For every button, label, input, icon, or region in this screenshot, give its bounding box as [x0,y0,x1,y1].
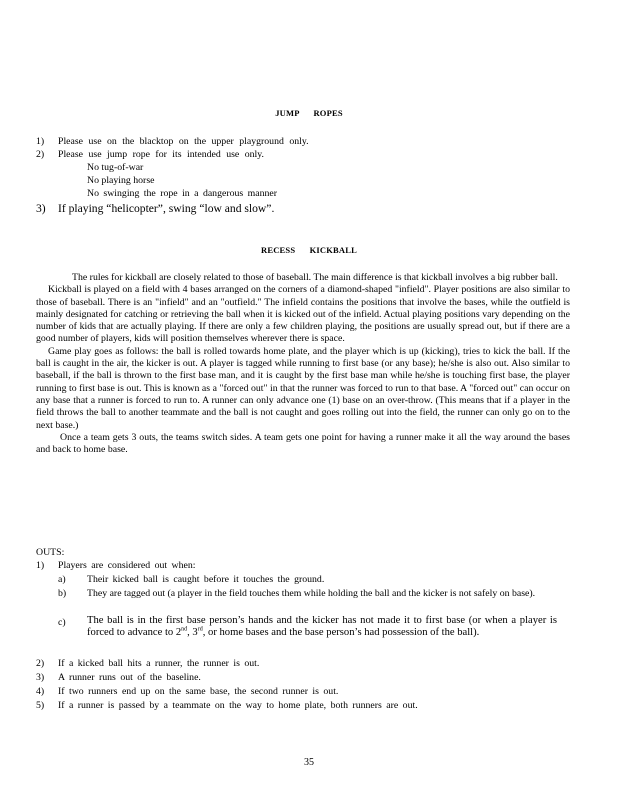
outs-c-text-c: , or home bases and the base person’s had possession of the ball). [202,627,480,639]
rule-subitem: No playing horse [87,175,155,186]
outs-c-text-b: , 3 [187,627,198,639]
rule-text: If playing “helicopter”, swing “low and slow”. [58,202,275,215]
outs-item-text: A runner runs out of the baseline. [58,672,201,683]
outs-item-text: If a kicked ball hits a runner, the runner is out. [58,658,260,669]
outs-heading: OUTS: [36,547,65,558]
outs-subitem-text: They are tagged out (a player in the field touches them while holding the ball and the kicker is not safely on base). [87,588,536,599]
jump-ropes-heading: JUMP ROPES [275,108,343,118]
rule-number: 2) [36,149,45,160]
outs-item-number: 5) [36,700,45,711]
outs-item-number: 1) [36,560,45,571]
kickball-heading: RECESS KICKBALL [260,245,357,255]
ordinal-suffix: nd [181,626,188,633]
outs-c-text-a: The ball is in the first base person’s hands and the kicker has not made it to first base (or when a player is forced to advance to 2 [87,615,557,639]
outs-subitem-letter: b) [58,588,67,599]
kickball-paragraph: Game play goes as follows: the ball is rolled towards home plate, and the player which is up (kicking), tries to kick the ball. If the ball is caught in the air, the kicker is out. A player is tagged while running to first base (or any base); he/she is also out. Also similar to baseball, if the ball is thrown to the first base man, and it is caught by the first base man while he/she is touching first base, the player running to first base is out. This is known as a "forced out" in that the runner was forced to run to that base. A "forced out" can occur on any base that a runner is forced to run to. A runner can only advance one (1) base on an over-throw. (This means that if a player in the field throws the ball to another teammate and the ball is not caught and goes rolling out into the field, the runner can only go on to the next base.) [36,345,570,431]
kickball-paragraph: The rules for kickball are closely related to those of baseball. The main difference is that kickball involves a big rubber ball. [72,272,558,283]
outs-subitem-letter: a) [58,574,66,585]
rule-text: Please use on the blacktop on the upper playground only. [58,136,309,147]
rule-text: Please use jump rope for its intended use only. [58,149,264,160]
kickball-paragraph: Kickball is played on a field with 4 bases arranged on the corners of a diamond-shaped "infield". Player positions are also similar to those of baseball. There is an "infield" and an "outfield." The infield contains the positions that involve the bases, while the outfield is mainly designated for catching or retrieving the ball when it is kicked out of the infield. Actual playing positions vary depending on the number of kids that are actually playing. If there are only a few children playing, the positions are usually spread out, but if there are a good number of players, kids will position themselves wherever there is space. [36,284,570,345]
kickball-rules-text [36,272,570,456]
outs-item-number: 4) [36,686,45,697]
outs-subitem-c-text [87,615,557,640]
rule-subitem: No swinging the rope in a dangerous manner [87,188,278,199]
outs-item-number: 2) [36,658,45,669]
page-number: 35 [304,757,314,768]
ordinal-suffix: rd [197,626,203,633]
outs-item-text: If two runners end up on the same base, the second runner is out. [58,686,339,697]
rule-number: 3) [36,202,46,215]
rule-subitem: No tug-of-war [87,162,144,173]
outs-item-text: Players are considered out when: [58,560,196,571]
rule-number: 1) [36,136,45,147]
outs-item-text: If a runner is passed by a teammate on the way to home plate, both runners are out. [58,700,418,711]
kickball-paragraph: Once a team gets 3 outs, the teams switch sides. A team gets one point for having a runner make it all the way around the bases and back to home base. [36,431,570,456]
outs-item-number: 3) [36,672,45,683]
outs-subitem-text: Their kicked ball is caught before it touches the ground. [87,574,325,585]
outs-subitem-letter: c) [58,617,66,628]
